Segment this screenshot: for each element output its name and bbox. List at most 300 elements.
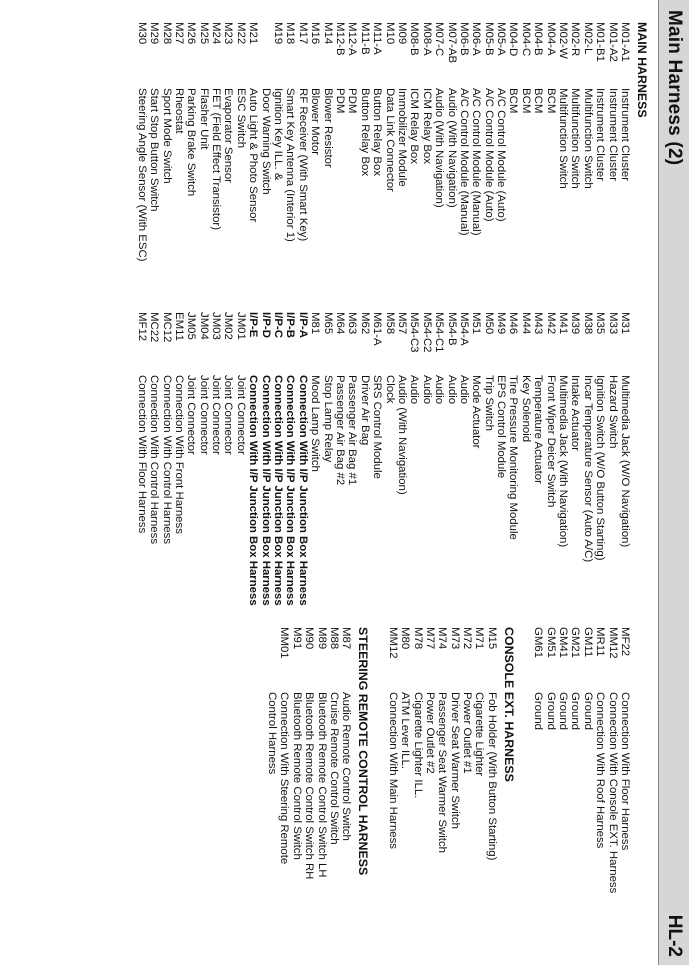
connector-description: Multimedia Jack (W/O Navigation) xyxy=(619,375,631,548)
connector-description: SRS Control Module xyxy=(371,375,384,479)
connector-description: Bluetooth Remote Control Switch LH xyxy=(315,692,328,878)
connector-code: M06-B xyxy=(457,22,470,56)
connector-code: GM61 xyxy=(532,627,545,659)
connector-row xyxy=(346,312,358,606)
connector-description: Clock xyxy=(383,375,396,404)
connector-code: M28 xyxy=(160,22,173,45)
connector-row xyxy=(420,22,432,261)
connector-description: PDM xyxy=(334,88,347,114)
connector-code: M17 xyxy=(296,22,309,45)
connector-description: Front Wiper Deicer Switch xyxy=(544,375,557,508)
connector-description: Mode Actuator xyxy=(470,375,483,449)
connector-row xyxy=(495,312,507,606)
connector-description: Evaporator Sensor xyxy=(222,88,235,183)
connector-row xyxy=(290,627,302,893)
connector-description: Passenger Seat Warmer Switch xyxy=(436,692,449,854)
connector-row xyxy=(278,627,290,893)
main-harness-list-continued xyxy=(135,312,631,606)
connector-description: Ignition Switch (W/O Button Starting) xyxy=(594,375,607,561)
connector-row xyxy=(470,312,482,606)
connector-code: M10 xyxy=(383,22,396,45)
connector-description: Joint Connector xyxy=(210,375,223,455)
connector-row xyxy=(507,312,519,606)
connector-row xyxy=(259,312,271,606)
connector-code: M01-B1 xyxy=(594,22,607,62)
connector-row xyxy=(284,22,296,261)
connector-code: M54-C1 xyxy=(433,312,446,353)
connector-code: M54-A xyxy=(457,312,470,346)
connector-code: M23 xyxy=(222,22,235,45)
connector-code: M12-B xyxy=(334,22,347,56)
connector-row xyxy=(594,627,606,893)
connector-description: Button Relay Box xyxy=(358,88,371,177)
connector-description: Bluetooth Remote Control Switch xyxy=(290,692,303,860)
main-harness-list-end xyxy=(532,627,631,893)
connector-row xyxy=(458,312,470,606)
connector-code: M63 xyxy=(346,312,359,335)
main-harness-list xyxy=(135,22,631,261)
connector-description: Driver Air Bag xyxy=(358,375,371,446)
connector-description: Passenger Air Bag #2 xyxy=(334,375,347,486)
connector-row xyxy=(544,22,556,261)
connector-row xyxy=(296,22,308,261)
connector-code: M65 xyxy=(321,312,334,335)
connector-description: Ground xyxy=(569,692,582,730)
connector-row xyxy=(544,627,556,893)
connector-description: Ground xyxy=(544,692,557,730)
connector-code: M57 xyxy=(395,312,408,335)
connector-code: MC22 xyxy=(148,312,161,343)
connector-row xyxy=(445,22,457,261)
connector-row xyxy=(383,312,395,606)
connector-code: GM11 xyxy=(581,627,594,658)
connector-code: M15 xyxy=(485,627,498,650)
connector-code: I/P-B xyxy=(284,312,297,338)
connector-description: Connection With I/P Junction Box Harness xyxy=(247,375,260,606)
connector-description: A/C Control Module (Auto) xyxy=(482,88,495,222)
connector-row xyxy=(259,22,271,261)
connector-code: MR11 xyxy=(594,627,607,657)
connector-code: M54-B xyxy=(445,312,458,346)
connector-description: Cruise Remote Control Switch xyxy=(327,692,340,845)
connector-description: Connection With Control Harness xyxy=(160,375,173,545)
column-main-harness xyxy=(135,22,649,261)
connector-code: EM11 xyxy=(172,312,185,341)
connector-description: Steering Angle Sensor (With ESC) xyxy=(135,88,148,262)
connector-description: Fob Holder (With Button Starting) xyxy=(485,692,498,861)
connector-row xyxy=(581,627,593,893)
connector-description: Audio xyxy=(433,375,446,405)
connector-code: GM51 xyxy=(544,627,557,659)
connector-row xyxy=(235,312,247,606)
connector-code: M51 xyxy=(470,312,483,335)
connector-row xyxy=(210,312,222,606)
connector-row xyxy=(396,22,408,261)
connector-code: M11-B xyxy=(358,22,371,55)
connector-code: M91 xyxy=(290,627,303,650)
connector-row xyxy=(470,22,482,261)
connector-code: M04-A xyxy=(544,22,557,56)
connector-row xyxy=(569,627,581,893)
connector-code: M89 xyxy=(315,627,328,650)
connector-row xyxy=(321,22,333,261)
connector-description: ATM Lever ILL. xyxy=(399,692,412,770)
spacer xyxy=(370,627,386,893)
connector-row xyxy=(309,22,321,261)
connector-row xyxy=(135,22,147,261)
connector-code: I/P-A xyxy=(296,312,309,338)
connector-code: I/P-E xyxy=(247,312,260,338)
section-title-console-ext-harness: CONSOLE EXT. HARNESS xyxy=(501,627,516,782)
connector-description: Power Outlet #1 xyxy=(461,692,474,774)
connector-code: M09 xyxy=(395,22,408,45)
connector-code: M27 xyxy=(172,22,185,45)
connector-code: M81 xyxy=(309,312,322,335)
connector-row xyxy=(424,627,436,893)
connector-description: A/C Control Module (Manual) xyxy=(470,88,483,236)
connector-description: Parking Brake Switch xyxy=(185,88,198,197)
connector-description: Audio Remote Control Switch xyxy=(340,692,353,841)
connector-description: Audio xyxy=(420,375,433,405)
connector-row xyxy=(619,312,631,606)
connector-code: M61-A xyxy=(371,312,384,346)
connector-row xyxy=(433,312,445,606)
connector-code: M49 xyxy=(495,312,508,335)
connector-code: M44 xyxy=(519,312,532,335)
connector-code: M43 xyxy=(532,312,545,335)
page-code: HL-2 xyxy=(664,914,685,957)
connector-description: Auto Light & Photo Sensor xyxy=(247,88,260,223)
connector-row xyxy=(420,312,432,606)
connector-code: M14 xyxy=(321,22,334,45)
connector-description: Multifunction Switch xyxy=(569,88,582,189)
connector-row xyxy=(222,22,234,261)
connector-row xyxy=(606,627,618,893)
connector-row xyxy=(235,22,247,261)
connector-row xyxy=(408,312,420,606)
connector-description: Control Harness xyxy=(266,692,279,775)
page-title: Main Harness (2) xyxy=(664,10,685,166)
connector-row xyxy=(247,312,259,606)
connector-row xyxy=(328,627,340,893)
connector-row xyxy=(272,312,284,606)
connector-description: Instrument Cluster xyxy=(594,88,607,182)
connector-description: Audio xyxy=(457,375,470,405)
section-spacer xyxy=(635,627,649,893)
connector-code: M16 xyxy=(309,22,322,45)
connector-description: Connection With I/P Junction Box Harness xyxy=(296,375,309,606)
connector-row xyxy=(482,22,494,261)
section-title-main-harness: MAIN HARNESS xyxy=(635,22,649,118)
connector-description: Instrument Cluster xyxy=(619,88,631,182)
connector-row xyxy=(160,22,172,261)
connector-description: Sport Mode Switch xyxy=(160,88,173,184)
connector-row xyxy=(532,627,544,893)
connector-code: M02-R xyxy=(569,22,582,57)
connector-code: M25 xyxy=(197,22,210,45)
connector-row xyxy=(272,22,284,261)
connector-row xyxy=(284,312,296,606)
connector-description: Connection With I/P Junction Box Harness xyxy=(259,375,272,606)
connector-row xyxy=(346,22,358,261)
connector-row xyxy=(606,22,618,261)
connector-row xyxy=(519,22,531,261)
connector-row xyxy=(371,22,383,261)
connector-description: Intake Actuator xyxy=(569,375,582,451)
connector-code: M05-B xyxy=(482,22,495,56)
connector-description: EPS Control Module xyxy=(495,375,508,479)
connector-code: M54-C2 xyxy=(420,312,433,353)
connector-row xyxy=(334,312,346,606)
connector-row xyxy=(371,312,383,606)
connector-description: Blower Motor xyxy=(309,88,322,156)
connector-description: Audio (With Navigation) xyxy=(433,88,446,208)
connector-code: M24 xyxy=(210,22,223,45)
connector-row xyxy=(315,627,327,893)
connector-row xyxy=(495,22,507,261)
connector-description: Door Warning Switch xyxy=(259,88,272,195)
connector-description: Passenger Air Bag #1 xyxy=(346,375,359,486)
connector-code: M02-W xyxy=(557,22,570,59)
connector-row xyxy=(135,312,147,606)
connector-description: BCM xyxy=(544,88,557,114)
connector-row xyxy=(296,312,308,606)
connector-code: M29 xyxy=(148,22,161,45)
spacer xyxy=(516,627,532,893)
connector-description: Ground xyxy=(557,692,570,730)
connector-row xyxy=(396,312,408,606)
connector-description: Joint Connector xyxy=(234,375,247,455)
console-ext-harness-list xyxy=(386,627,498,893)
connector-row xyxy=(569,22,581,261)
connector-row xyxy=(619,22,631,261)
connector-description: Connection With Main Harness xyxy=(386,692,399,850)
connector-code: M42 xyxy=(544,312,557,335)
connector-row xyxy=(433,22,445,261)
section-spacer xyxy=(635,312,649,606)
connector-code: MF22 xyxy=(619,627,631,657)
connector-code: M80 xyxy=(399,627,412,650)
connector-row xyxy=(148,312,160,606)
connector-description: ICM Relay Box xyxy=(420,88,433,164)
connector-code: M90 xyxy=(303,627,316,650)
connector-description: Bluetooth Remote Control Switch RH xyxy=(303,692,316,880)
connector-code: GM21 xyxy=(569,627,582,659)
connector-code: MC12 xyxy=(160,312,173,343)
connector-row xyxy=(544,312,556,606)
connector-row xyxy=(321,312,333,606)
connector-code: M62 xyxy=(358,312,371,335)
connector-row xyxy=(222,312,234,606)
connector-row xyxy=(606,312,618,606)
connector-row xyxy=(383,22,395,261)
connector-code: JM03 xyxy=(210,312,223,340)
column-main-harness-continued xyxy=(135,312,649,606)
connector-description: FET (Field Effect Transistor) xyxy=(210,88,223,230)
page-header xyxy=(658,0,689,965)
connector-code: M30 xyxy=(135,22,148,45)
connector-row xyxy=(309,312,321,606)
connector-row xyxy=(358,312,370,606)
connector-description: Driver Seat Warmer Switch xyxy=(448,692,461,829)
connector-row xyxy=(411,627,423,893)
connector-code: M12-A xyxy=(346,22,359,56)
connector-row xyxy=(594,22,606,261)
connector-row xyxy=(445,312,457,606)
connector-description: Connection With Steering Remote xyxy=(278,692,291,865)
connector-code: M64 xyxy=(334,312,347,335)
connector-description: Data Link Connector xyxy=(383,88,396,192)
connector-code: M74 xyxy=(436,627,449,650)
connector-code: M08-A xyxy=(420,22,433,56)
connector-code: MM12 xyxy=(606,627,619,659)
connector-row xyxy=(569,312,581,606)
connector-description: Rheostat xyxy=(172,88,185,134)
connector-code: M07-C xyxy=(433,22,446,57)
connector-code: M01-A2 xyxy=(606,22,619,62)
connector-description: Incar Temperature Sensor (Auto A/C) xyxy=(581,375,594,563)
connector-code: M18 xyxy=(284,22,297,45)
connector-code: M19 xyxy=(272,22,285,45)
connector-code: M38 xyxy=(581,312,594,335)
connector-code: M71 xyxy=(473,627,486,650)
connector-row xyxy=(173,22,185,261)
connector-row xyxy=(532,22,544,261)
connector-description: BCM xyxy=(519,88,532,114)
connector-row xyxy=(473,627,485,893)
connector-row xyxy=(247,22,259,261)
connector-description: Hazard Switch xyxy=(606,375,619,449)
connector-row xyxy=(448,627,460,893)
connector-description: Audio xyxy=(408,375,421,405)
connector-code: M22 xyxy=(234,22,247,45)
connector-description: Cigarette Lighter xyxy=(473,692,486,777)
connector-description: ESC Switch xyxy=(234,88,247,149)
connector-description: A/C Control Module (Auto) xyxy=(495,88,508,222)
connector-row xyxy=(507,22,519,261)
connector-description: Multifunction Switch xyxy=(557,88,570,189)
connector-description: Multimedia Jack (With Navigation) xyxy=(557,375,570,548)
connector-code: M04-B xyxy=(532,22,545,56)
connector-row xyxy=(619,627,631,893)
connector-description: Smart Key Antenna (Interior 1) xyxy=(284,88,297,242)
connector-description: Ignition Key ILL. & xyxy=(272,88,285,181)
connector-description: Flasher Unit xyxy=(197,88,210,150)
connector-row xyxy=(148,22,160,261)
connector-description: Connection With Front Harness xyxy=(172,375,185,534)
connector-description: Joint Connector xyxy=(197,375,210,455)
connector-row xyxy=(185,22,197,261)
connector-code: M87 xyxy=(340,627,353,650)
connector-code: MM01 xyxy=(278,627,291,659)
connector-description: Joint Connector xyxy=(222,375,235,455)
connector-code: M46 xyxy=(507,312,520,335)
connector-row xyxy=(197,22,209,261)
connector-row xyxy=(557,312,569,606)
connector-code: I/P-C xyxy=(272,312,285,338)
connector-code: M58 xyxy=(383,312,396,335)
connector-row xyxy=(482,312,494,606)
connector-code: GM41 xyxy=(557,627,570,659)
connector-description: BCM xyxy=(532,88,545,114)
connector-code: MM12 xyxy=(386,627,399,659)
connector-row xyxy=(266,627,278,893)
connector-description: Stop Lamp Relay xyxy=(321,375,334,463)
connector-description: Connection With Floor Harness xyxy=(135,375,148,534)
connector-row xyxy=(386,627,398,893)
connector-description: Power Outlet #2 xyxy=(423,692,436,774)
connector-description: Connection With Floor Harness xyxy=(619,692,631,851)
steering-remote-harness-list xyxy=(266,627,353,893)
connector-code: M33 xyxy=(606,312,619,335)
connector-description: Start Stop Button Switch xyxy=(148,88,161,212)
column-other-harnesses xyxy=(266,627,649,893)
connector-description: Trip Switch xyxy=(482,375,495,431)
connector-row xyxy=(581,312,593,606)
connector-code: M41 xyxy=(557,312,570,335)
connector-row xyxy=(334,22,346,261)
connector-description: Connection With Console EXT. Harness xyxy=(606,692,619,894)
connector-description: Tire Pressure Monitoring Module xyxy=(507,375,520,540)
connector-description: BCM xyxy=(507,88,520,114)
connector-code: M54-C3 xyxy=(408,312,421,353)
connector-code: JM05 xyxy=(185,312,198,340)
connector-code: M11-A xyxy=(371,22,384,55)
connector-code: M21 xyxy=(247,22,260,45)
connector-code: M77 xyxy=(423,627,436,650)
connector-row xyxy=(581,22,593,261)
connector-description: Joint Connector xyxy=(185,375,198,455)
connector-row xyxy=(532,312,544,606)
connector-code: M78 xyxy=(411,627,424,650)
connector-row xyxy=(399,627,411,893)
connector-code: JM01 xyxy=(234,312,247,340)
connector-code: MF12 xyxy=(135,312,148,342)
connector-code: M07-AB xyxy=(445,22,458,64)
connector-row xyxy=(557,22,569,261)
connector-code: M26 xyxy=(185,22,198,45)
connector-description: Connection With I/P Junction Box Harness xyxy=(272,375,285,606)
connector-row xyxy=(340,627,352,893)
connector-description: Ground xyxy=(532,692,545,730)
connector-code: M31 xyxy=(619,312,631,335)
connector-description: PDM xyxy=(346,88,359,114)
connector-description: Audio xyxy=(445,375,458,405)
connector-row xyxy=(485,627,497,893)
connector-code: M06-A xyxy=(470,22,483,56)
connector-row xyxy=(557,627,569,893)
connector-description: Button Relay Box xyxy=(371,88,384,177)
connector-description: A/C Control Module (Manual) xyxy=(457,88,470,236)
connector-row xyxy=(408,22,420,261)
connector-description: Ground xyxy=(581,692,594,730)
connector-code: M02-L xyxy=(581,22,594,55)
connector-code: M39 xyxy=(569,312,582,335)
section-title-steering-remote-harness: STEERING REMOTE CONTROL HARNESS xyxy=(356,627,371,876)
connector-code: M04-C xyxy=(519,22,532,57)
connector-code: I/P-D xyxy=(259,312,272,338)
connector-description: Blower Resistor xyxy=(321,88,334,168)
connector-row xyxy=(303,627,315,893)
connector-code: M73 xyxy=(448,627,461,650)
connector-code: M01-A1 xyxy=(619,22,631,62)
connector-code: M88 xyxy=(327,627,340,650)
connector-description: Connection With Control Harness xyxy=(148,375,161,545)
connector-code: M04-D xyxy=(507,22,520,57)
connector-row xyxy=(173,312,185,606)
connector-description: Audio (With Navigation) xyxy=(395,375,408,495)
connector-description: Temperature Actuator xyxy=(532,375,545,484)
